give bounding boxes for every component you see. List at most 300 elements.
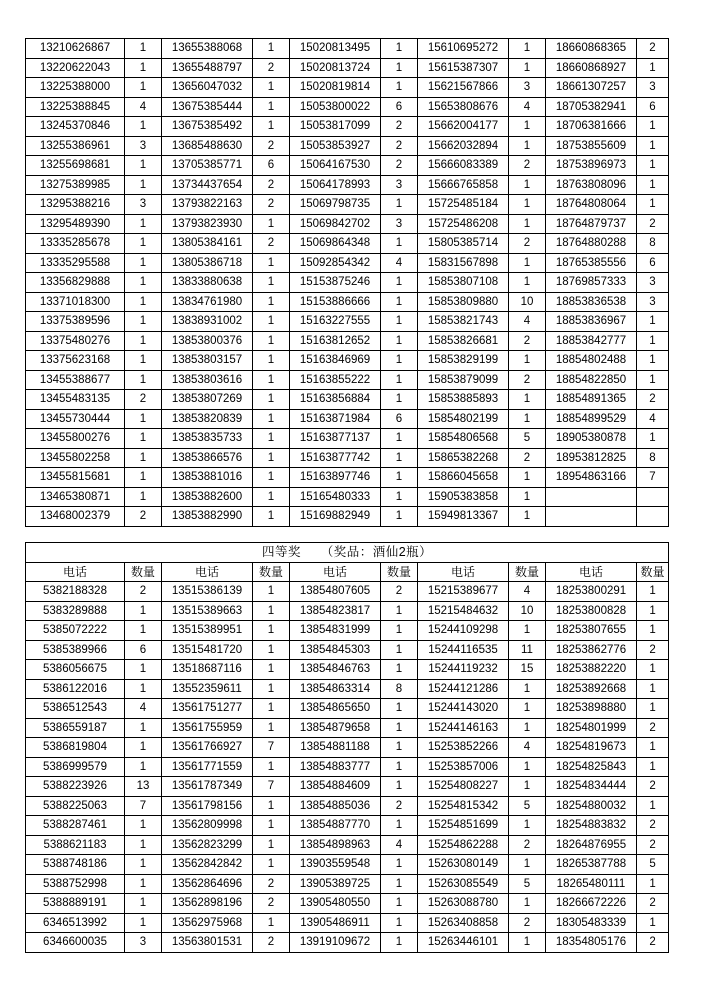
quantity-cell: 1 <box>637 136 669 156</box>
quantity-cell: 1 <box>381 777 418 797</box>
phone-cell: 13561787349 <box>162 777 253 797</box>
quantity-cell: 1 <box>509 718 546 738</box>
quantity-cell: 1 <box>637 874 669 894</box>
quantity-cell: 8 <box>637 234 669 254</box>
phone-cell: 18853842777 <box>546 331 637 351</box>
quantity-cell: 1 <box>253 253 290 273</box>
quantity-cell: 1 <box>381 448 418 468</box>
phone-cell: 18660868365 <box>546 39 637 59</box>
phone-cell: 18854822850 <box>546 370 637 390</box>
quantity-cell: 6 <box>637 97 669 117</box>
quantity-cell: 1 <box>253 390 290 410</box>
quantity-cell: 1 <box>125 58 162 78</box>
phone-cell: 18764880288 <box>546 234 637 254</box>
quantity-cell: 1 <box>637 738 669 758</box>
phone-cell: 13562842842 <box>162 855 253 875</box>
quantity-cell: 10 <box>509 292 546 312</box>
phone-cell: 13853803157 <box>162 351 253 371</box>
phone-cell: 18254883832 <box>546 816 637 836</box>
table-row <box>26 117 669 137</box>
phone-cell: 15244146163 <box>418 718 509 738</box>
quantity-cell: 1 <box>381 429 418 449</box>
quantity-cell: 2 <box>637 390 669 410</box>
quantity-cell: 1 <box>253 292 290 312</box>
phone-cell: 18764808064 <box>546 195 637 215</box>
phone-cell: 15165480333 <box>290 487 381 507</box>
quantity-cell: 1 <box>125 757 162 777</box>
phone-cell: 5386512543 <box>26 699 125 719</box>
quantity-cell: 6 <box>637 253 669 273</box>
quantity-cell: 1 <box>125 292 162 312</box>
phone-cell: 13853835733 <box>162 429 253 449</box>
phone-cell: 15253857006 <box>418 757 509 777</box>
quantity-cell: 1 <box>381 312 418 332</box>
quantity-cell: 1 <box>125 894 162 914</box>
phone-cell: 13220622043 <box>26 58 125 78</box>
phone-cell: 18661307257 <box>546 78 637 98</box>
phone-cell: 13853882990 <box>162 507 253 527</box>
phone-cell: 13854831999 <box>290 621 381 641</box>
quantity-cell: 1 <box>509 777 546 797</box>
phone-cell: 13905389725 <box>290 874 381 894</box>
phone-cell: 18765385556 <box>546 253 637 273</box>
phone-cell: 18265387788 <box>546 855 637 875</box>
phone-cell: 13685488630 <box>162 136 253 156</box>
table-row <box>26 601 669 621</box>
quantity-cell: 1 <box>637 796 669 816</box>
quantity-cell: 7 <box>637 468 669 488</box>
phone-cell: 15244121286 <box>418 679 509 699</box>
quantity-cell: 1 <box>637 660 669 680</box>
quantity-cell: 1 <box>381 78 418 98</box>
quantity-cell: 1 <box>253 97 290 117</box>
table-row <box>26 718 669 738</box>
quantity-cell: 1 <box>381 933 418 953</box>
phone-cell: 5388621183 <box>26 835 125 855</box>
quantity-cell: 10 <box>509 601 546 621</box>
phone-cell: 15254808227 <box>418 777 509 797</box>
quantity-cell: 1 <box>125 156 162 176</box>
table-row <box>26 39 669 59</box>
phone-cell: 15020813724 <box>290 58 381 78</box>
quantity-cell: 1 <box>509 468 546 488</box>
table-row <box>26 777 669 797</box>
phone-cell: 5388748186 <box>26 855 125 875</box>
quantity-cell: 7 <box>253 777 290 797</box>
phone-cell: 15666765858 <box>418 175 509 195</box>
quantity-cell: 1 <box>253 660 290 680</box>
phone-cell: 18253807655 <box>546 621 637 641</box>
quantity-cell: 1 <box>125 621 162 641</box>
quantity-cell: 2 <box>253 175 290 195</box>
quantity-cell: 6 <box>381 409 418 429</box>
phone-cell: 18705382941 <box>546 97 637 117</box>
table-row <box>26 621 669 641</box>
phone-cell: 15163871984 <box>290 409 381 429</box>
quantity-cell: 1 <box>637 195 669 215</box>
phone-cell: 15662032894 <box>418 136 509 156</box>
quantity-cell: 1 <box>381 331 418 351</box>
quantity-cell: 1 <box>381 468 418 488</box>
table-row <box>26 58 669 78</box>
phone-cell: 13853807269 <box>162 390 253 410</box>
phone-table-continued <box>25 38 669 527</box>
phone-cell: 13903559548 <box>290 855 381 875</box>
phone-cell: 13854883777 <box>290 757 381 777</box>
phone-cell: 15163846969 <box>290 351 381 371</box>
phone-cell: 13210626867 <box>26 39 125 59</box>
table-row <box>26 835 669 855</box>
phone-cell: 13854887770 <box>290 816 381 836</box>
quantity-cell: 1 <box>509 757 546 777</box>
phone-cell: 13225388845 <box>26 97 125 117</box>
phone-cell: 6346513992 <box>26 913 125 933</box>
quantity-cell: 1 <box>253 409 290 429</box>
quantity-cell: 1 <box>381 816 418 836</box>
phone-cell: 13375389596 <box>26 312 125 332</box>
quantity-cell: 2 <box>125 390 162 410</box>
table-row <box>26 370 669 390</box>
phone-cell: 15254815342 <box>418 796 509 816</box>
quantity-cell: 1 <box>253 816 290 836</box>
quantity-cell: 3 <box>381 214 418 234</box>
phone-cell: 5388225063 <box>26 796 125 816</box>
quantity-cell: 1 <box>509 195 546 215</box>
phone-cell: 13552359611 <box>162 679 253 699</box>
quantity-cell: 1 <box>509 507 546 527</box>
quantity-cell: 1 <box>253 273 290 293</box>
phone-cell: 15254851699 <box>418 816 509 836</box>
quantity-cell: 1 <box>253 78 290 98</box>
table-row <box>26 390 669 410</box>
phone-cell: 18253800291 <box>546 582 637 602</box>
table-row <box>26 913 669 933</box>
quantity-cell: 4 <box>381 835 418 855</box>
phone-cell: 13465380871 <box>26 487 125 507</box>
quantity-cell: 1 <box>125 601 162 621</box>
quantity-cell: 2 <box>509 331 546 351</box>
quantity-cell: 2 <box>381 796 418 816</box>
table-row <box>26 214 669 234</box>
quantity-cell: 1 <box>125 487 162 507</box>
quantity-cell: 2 <box>637 214 669 234</box>
quantity-cell: 1 <box>253 835 290 855</box>
quantity-cell: 2 <box>637 894 669 914</box>
quantity-cell: 1 <box>381 234 418 254</box>
quantity-cell: 6 <box>253 156 290 176</box>
phone-cell: 15153886666 <box>290 292 381 312</box>
phone-cell: 18254801999 <box>546 718 637 738</box>
phone-cell: 18253800828 <box>546 601 637 621</box>
quantity-cell: 1 <box>253 468 290 488</box>
phone-cell: 13562975968 <box>162 913 253 933</box>
prize-title: 四等奖 （奖品：酒仙2瓶） <box>26 543 669 563</box>
quantity-cell: 1 <box>509 351 546 371</box>
quantity-cell: 1 <box>509 175 546 195</box>
phone-cell: 13245370846 <box>26 117 125 137</box>
quantity-cell: 1 <box>509 390 546 410</box>
phone-cell: 13515389663 <box>162 601 253 621</box>
phone-cell: 13455802258 <box>26 448 125 468</box>
quantity-cell: 2 <box>509 448 546 468</box>
phone-cell: 13515386139 <box>162 582 253 602</box>
quantity-cell: 2 <box>509 835 546 855</box>
quantity-cell: 1 <box>253 699 290 719</box>
quantity-cell: 1 <box>253 679 290 699</box>
quantity-cell: 2 <box>509 234 546 254</box>
quantity-cell: 1 <box>125 39 162 59</box>
phone-cell: 18253892668 <box>546 679 637 699</box>
phone-cell: 15163227555 <box>290 312 381 332</box>
table-row <box>26 429 669 449</box>
header-cell: 数量 <box>637 562 669 582</box>
phone-cell: 13562809998 <box>162 816 253 836</box>
table-row <box>26 468 669 488</box>
quantity-cell: 1 <box>125 429 162 449</box>
quantity-cell: 5 <box>509 874 546 894</box>
quantity-cell: 1 <box>637 312 669 332</box>
quantity-cell: 1 <box>381 913 418 933</box>
phone-cell: 15163877137 <box>290 429 381 449</box>
quantity-cell: 1 <box>637 601 669 621</box>
quantity-cell: 1 <box>253 507 290 527</box>
quantity-cell: 1 <box>253 718 290 738</box>
quantity-cell: 13 <box>125 777 162 797</box>
phone-cell: 5382188328 <box>26 582 125 602</box>
phone-cell: 18354805176 <box>546 933 637 953</box>
phone-cell: 18853836967 <box>546 312 637 332</box>
phone-cell: 13255386961 <box>26 136 125 156</box>
phone-cell: 18854899529 <box>546 409 637 429</box>
quantity-cell: 1 <box>637 679 669 699</box>
phone-cell: 13793822163 <box>162 195 253 215</box>
quantity-cell: 1 <box>253 39 290 59</box>
quantity-cell: 1 <box>253 796 290 816</box>
phone-cell: 13562823299 <box>162 835 253 855</box>
phone-cell: 13854885036 <box>290 796 381 816</box>
table-row <box>26 351 669 371</box>
quantity-cell: 2 <box>253 874 290 894</box>
quantity-cell: 1 <box>125 448 162 468</box>
phone-cell: 5383289888 <box>26 601 125 621</box>
phone-cell: 18854802488 <box>546 351 637 371</box>
header-cell: 电话 <box>546 562 637 582</box>
quantity-cell: 4 <box>509 738 546 758</box>
phone-cell: 13225388000 <box>26 78 125 98</box>
phone-cell: 18854891365 <box>546 390 637 410</box>
phone-cell: 5386122016 <box>26 679 125 699</box>
phone-cell: 13515389951 <box>162 621 253 641</box>
quantity-cell: 1 <box>125 370 162 390</box>
phone-cell: 6346600035 <box>26 933 125 953</box>
quantity-cell: 3 <box>637 292 669 312</box>
quantity-cell: 1 <box>125 253 162 273</box>
quantity-cell: 1 <box>509 136 546 156</box>
quantity-cell: 1 <box>637 117 669 137</box>
phone-cell: 18753896973 <box>546 156 637 176</box>
phone-cell: 5388287461 <box>26 816 125 836</box>
quantity-cell: 1 <box>381 699 418 719</box>
phone-cell: 13356829888 <box>26 273 125 293</box>
table-row <box>26 78 669 98</box>
quantity-cell: 2 <box>125 582 162 602</box>
quantity-cell: 1 <box>253 429 290 449</box>
quantity-cell: 2 <box>637 816 669 836</box>
phone-cell: 15662004177 <box>418 117 509 137</box>
quantity-cell: 1 <box>509 894 546 914</box>
quantity-cell: 1 <box>253 582 290 602</box>
table-row <box>26 448 669 468</box>
quantity-cell: 4 <box>509 582 546 602</box>
table-row <box>26 738 669 758</box>
quantity-cell: 1 <box>637 582 669 602</box>
phone-cell: 13853881016 <box>162 468 253 488</box>
table-row <box>26 292 669 312</box>
quantity-cell: 1 <box>381 621 418 641</box>
table-row <box>26 253 669 273</box>
phone-cell: 15263088780 <box>418 894 509 914</box>
phone-cell: 13834761980 <box>162 292 253 312</box>
phone-cell: 15254862288 <box>418 835 509 855</box>
phone-cell: 15069864348 <box>290 234 381 254</box>
phone-cell: 18905380878 <box>546 429 637 449</box>
phone-cell: 18254825843 <box>546 757 637 777</box>
quantity-cell: 1 <box>509 253 546 273</box>
phone-cell: 13853866576 <box>162 448 253 468</box>
quantity-cell: 11 <box>509 640 546 660</box>
phone-cell: 15853879099 <box>418 370 509 390</box>
table-row <box>26 816 669 836</box>
header-cell: 电话 <box>290 562 381 582</box>
quantity-cell: 2 <box>637 933 669 953</box>
phone-cell: 13561771559 <box>162 757 253 777</box>
phone-cell: 15244119232 <box>418 660 509 680</box>
header-cell: 数量 <box>253 562 290 582</box>
phone-cell: 13515481720 <box>162 640 253 660</box>
quantity-cell <box>637 507 669 527</box>
phone-cell: 18253862776 <box>546 640 637 660</box>
quantity-cell: 2 <box>381 117 418 137</box>
quantity-cell: 1 <box>253 913 290 933</box>
quantity-cell: 2 <box>509 370 546 390</box>
quantity-cell: 1 <box>381 738 418 758</box>
quantity-cell: 1 <box>253 757 290 777</box>
phone-cell: 15244109298 <box>418 621 509 641</box>
phone-cell: 15666083389 <box>418 156 509 176</box>
phone-cell: 18264876955 <box>546 835 637 855</box>
phone-cell: 15853826681 <box>418 331 509 351</box>
phone-cell: 13468002379 <box>26 507 125 527</box>
quantity-cell: 2 <box>253 894 290 914</box>
quantity-cell: 1 <box>253 855 290 875</box>
quantity-cell: 1 <box>253 601 290 621</box>
table-row <box>26 640 669 660</box>
phone-cell: 13705385771 <box>162 156 253 176</box>
table-row <box>26 796 669 816</box>
phone-cell: 13905486911 <box>290 913 381 933</box>
phone-cell: 13854884609 <box>290 777 381 797</box>
table-row <box>26 699 669 719</box>
quantity-cell: 1 <box>125 660 162 680</box>
phone-cell: 13335295588 <box>26 253 125 273</box>
phone-cell: 15053817099 <box>290 117 381 137</box>
quantity-cell: 3 <box>637 78 669 98</box>
quantity-cell: 2 <box>253 58 290 78</box>
quantity-cell: 4 <box>509 97 546 117</box>
quantity-cell: 1 <box>509 679 546 699</box>
quantity-cell: 8 <box>381 679 418 699</box>
table-row <box>26 507 669 527</box>
quantity-cell: 1 <box>637 58 669 78</box>
phone-cell: 15069842702 <box>290 214 381 234</box>
phone-cell: 13854845303 <box>290 640 381 660</box>
quantity-cell: 1 <box>509 816 546 836</box>
phone-cell: 15215484632 <box>418 601 509 621</box>
quantity-cell: 1 <box>637 429 669 449</box>
phone-cell: 13561751277 <box>162 699 253 719</box>
quantity-cell: 3 <box>125 195 162 215</box>
phone-cell: 5385072222 <box>26 621 125 641</box>
quantity-cell: 1 <box>509 117 546 137</box>
phone-cell: 13562864696 <box>162 874 253 894</box>
table-row <box>26 273 669 293</box>
table-row <box>26 409 669 429</box>
phone-cell: 18254834444 <box>546 777 637 797</box>
phone-cell: 15905383858 <box>418 487 509 507</box>
phone-cell: 15163855222 <box>290 370 381 390</box>
phone-cell: 15215389677 <box>418 582 509 602</box>
phone-cell: 18763808096 <box>546 175 637 195</box>
phone-cell: 13853800376 <box>162 331 253 351</box>
quantity-cell: 1 <box>253 487 290 507</box>
quantity-cell: 1 <box>125 718 162 738</box>
quantity-cell: 1 <box>125 351 162 371</box>
phone-cell: 5386056675 <box>26 660 125 680</box>
phone-cell: 13655388068 <box>162 39 253 59</box>
phone-cell: 13455800276 <box>26 429 125 449</box>
phone-cell: 15064167530 <box>290 156 381 176</box>
phone-cell: 13853803616 <box>162 370 253 390</box>
quantity-cell: 2 <box>253 234 290 254</box>
phone-cell: 15163812652 <box>290 331 381 351</box>
quantity-cell: 1 <box>253 351 290 371</box>
phone-cell: 13295489390 <box>26 214 125 234</box>
phone-cell: 15244143020 <box>418 699 509 719</box>
quantity-cell: 1 <box>381 757 418 777</box>
quantity-cell: 2 <box>381 582 418 602</box>
quantity-cell: 1 <box>125 913 162 933</box>
phone-cell: 13455730444 <box>26 409 125 429</box>
quantity-cell: 1 <box>381 39 418 59</box>
phone-cell: 5385389966 <box>26 640 125 660</box>
quantity-cell: 1 <box>381 292 418 312</box>
phone-cell: 13734437654 <box>162 175 253 195</box>
phone-cell: 15253852266 <box>418 738 509 758</box>
table-row <box>26 156 669 176</box>
quantity-cell: 1 <box>125 679 162 699</box>
phone-cell: 13561755959 <box>162 718 253 738</box>
quantity-cell: 7 <box>253 738 290 758</box>
quantity-cell: 1 <box>125 331 162 351</box>
quantity-cell: 1 <box>381 507 418 527</box>
quantity-cell: 1 <box>381 195 418 215</box>
quantity-cell: 2 <box>637 640 669 660</box>
quantity-cell: 1 <box>125 835 162 855</box>
quantity-cell: 5 <box>509 429 546 449</box>
quantity-cell: 6 <box>125 640 162 660</box>
header-cell: 电话 <box>26 562 125 582</box>
quantity-cell: 3 <box>637 273 669 293</box>
